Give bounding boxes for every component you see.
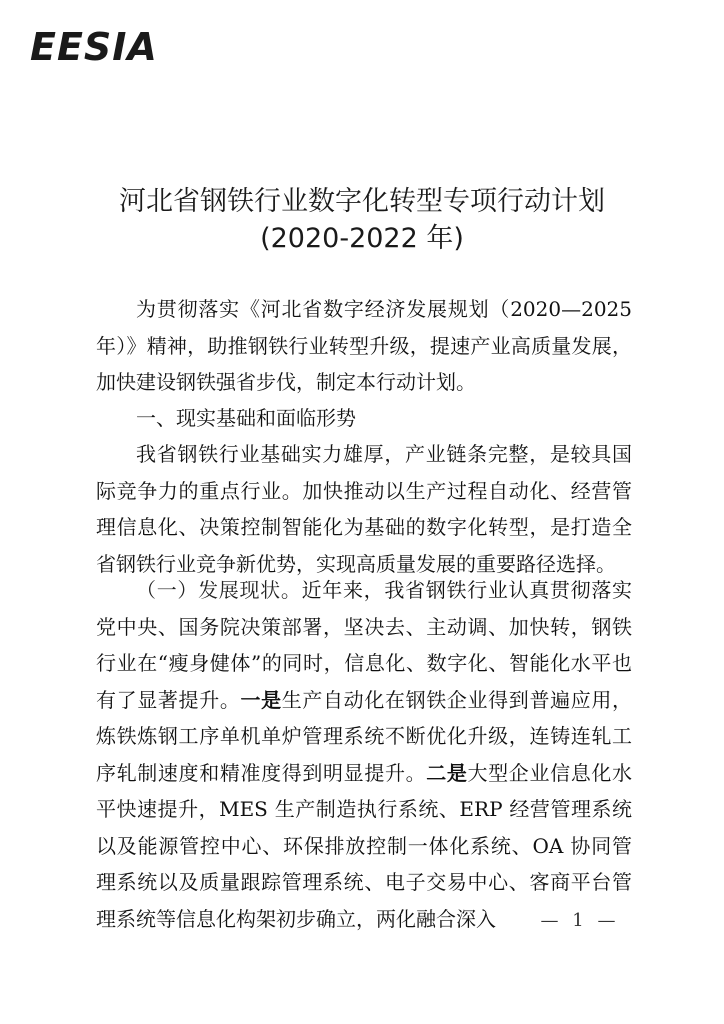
intro-paragraph: 为贯彻落实《河北省数字经济发展规划（2020—2025 年）》精神，助推钢铁行业转型升级，提速产业高质量发展，加快建设钢铁强省步伐，制定本行动计划。 <box>96 297 632 394</box>
eesia-logo: EESIA <box>30 25 158 69</box>
page-number: — 1 — <box>540 910 620 931</box>
point-one-label: 一是 <box>240 687 282 712</box>
status-text-a: 近年来，我省钢铁行业认真贯彻落实党中央、国务院决策部署，坚决去、主动调、加快转，钢铁行业在“瘦身健体”的同时，信息化、数字化、智能化水平也有了显著提升。 <box>96 578 633 712</box>
status-text-c: 大型企业信息化水平快速提升，MES 生产制造执行系统、ERP 经营管理系统以及能源管控中心、环保排放控制一体化系统、OA 协同管理系统以及质量跟踪管理系统、电子交易中心、客商平台管理系统等信息化构架初步确立，两化融合深入 <box>96 760 633 931</box>
paragraph-foundation: 我省钢铁行业基础实力雄厚，产业链条完整，是较具国际竞争力的重点行业。加快推动以生产过程自动化、经营管理信息化、决策控制智能化为基础的数字化转型，是打造全省钢铁行业竞争新优势，实现高质量发展的重要路径选择。 <box>96 442 632 576</box>
document-title-line1: 河北省钢铁行业数字化转型专项行动计划 <box>119 186 605 217</box>
section-heading-1: 一、现实基础和面临形势 <box>136 406 356 430</box>
status-text-b: 生产自动化在钢铁企业得到普遍应用，炼铁炼钢工序单机单炉管理系统不断优化升级，连铸连轧工序轧制速度和精准度得到明显提升。 <box>96 687 633 785</box>
point-two-label: 二是 <box>426 760 468 785</box>
paragraph-status <box>96 572 632 937</box>
document-title-line2: (2020-2022 年) <box>260 223 464 254</box>
subsection-label: （一）发展现状。 <box>136 578 302 602</box>
